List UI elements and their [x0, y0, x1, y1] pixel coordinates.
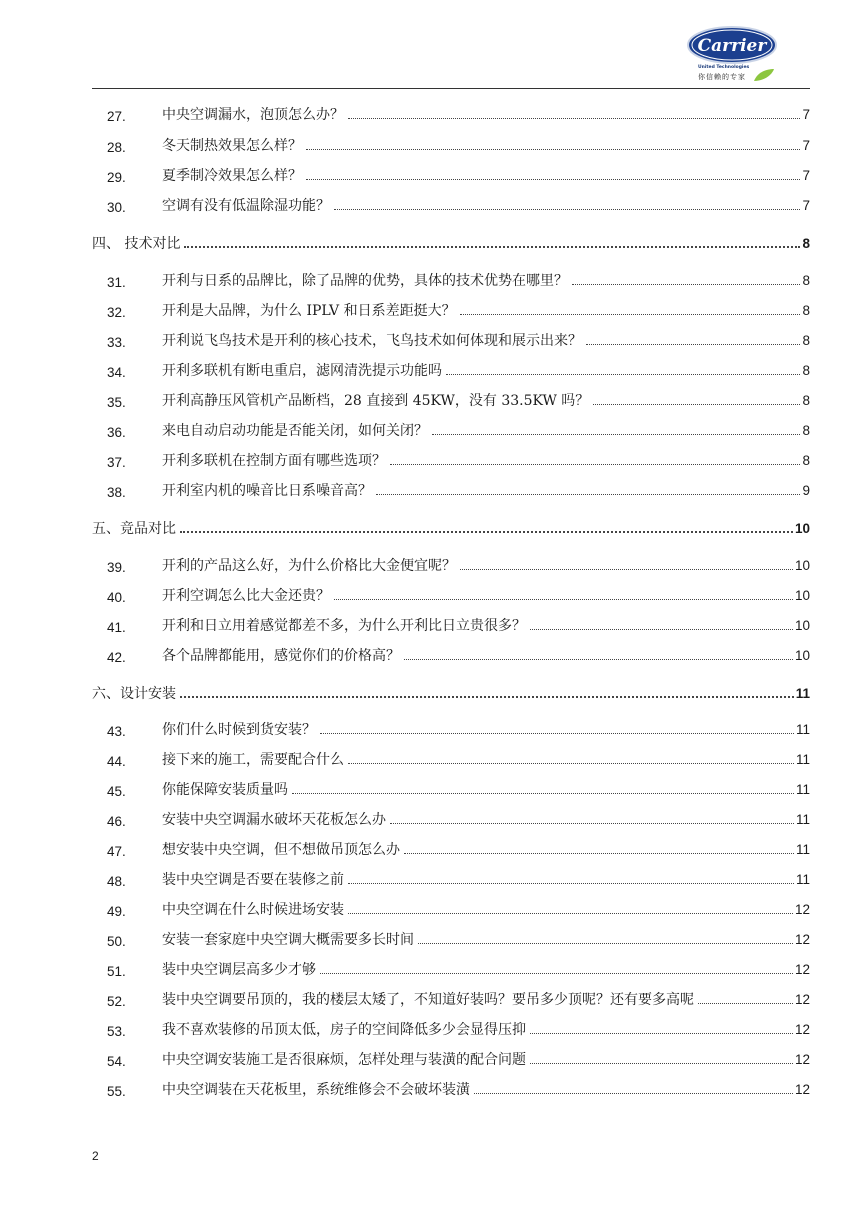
page-header [92, 18, 810, 89]
toc-entry-title: 开利空调怎么比大金还贵？ [162, 588, 330, 604]
toc-entry[interactable] [92, 584, 810, 608]
toc-entry[interactable] [92, 1078, 810, 1102]
dot-leader [418, 943, 793, 944]
dot-leader [530, 1033, 793, 1034]
toc-entry-number: 46. [107, 814, 126, 829]
toc-entry-title: 冬天制热效果怎么样？ [162, 138, 302, 154]
toc-entry[interactable] [92, 868, 810, 892]
toc-entry[interactable] [92, 164, 810, 188]
toc-page-number: 12 [794, 902, 810, 917]
toc-entry-title: 装中央空调是否要在装修之前 [162, 872, 344, 888]
toc-entry[interactable] [92, 988, 810, 1012]
toc-entry-title: 各个品牌都能用，感觉你们的价格高？ [162, 648, 400, 664]
toc-entry-title: 空调有没有低温除湿功能？ [162, 198, 330, 214]
dot-leader [474, 1093, 793, 1094]
toc-entry-number: 43. [107, 724, 126, 739]
toc-entry[interactable] [92, 614, 810, 638]
toc-entry[interactable] [92, 808, 810, 832]
toc-entry[interactable] [92, 838, 810, 862]
dot-leader [306, 149, 800, 150]
dot-leader [460, 314, 801, 315]
dot-leader [460, 569, 793, 570]
toc-page-number: 10 [794, 558, 810, 573]
dot-leader [404, 853, 794, 854]
dot-leader [390, 823, 794, 824]
toc-entry-title: 中央空调漏水，泡顶怎么办？ [162, 107, 344, 123]
dot-leader [348, 883, 794, 884]
toc-entry-title: 开利是大品牌，为什么 IPLV 和日系差距挺大？ [162, 303, 456, 319]
toc-entry-title: 开利高静压风管机产品断档，28 直接到 45KW，没有 33.5KW 吗？ [162, 393, 590, 409]
page-number: 2 [92, 1149, 99, 1163]
toc-page-number: 10 [794, 648, 810, 663]
toc-entry[interactable] [92, 748, 810, 772]
toc-entry-number: 42. [107, 650, 126, 665]
toc-entry-number: 45. [107, 784, 126, 799]
toc-entry-number: 53. [107, 1024, 126, 1039]
toc-page-number: 11 [795, 722, 810, 737]
toc-page-number: 8 [802, 303, 810, 318]
dot-leader [530, 1063, 793, 1064]
leaf-icon [752, 67, 776, 83]
toc-entry[interactable] [92, 718, 810, 742]
dot-leader [404, 659, 793, 660]
toc-entry[interactable] [92, 1018, 810, 1042]
toc-entry-number: 29. [107, 170, 126, 185]
toc-page-number: 12 [794, 962, 810, 977]
toc-page-number: 11 [795, 842, 810, 857]
dot-leader [348, 763, 794, 764]
toc-page-number: 10 [794, 588, 810, 603]
toc-page-number: 9 [802, 483, 810, 498]
toc-entry[interactable] [92, 644, 810, 668]
toc-page-number: 11 [795, 812, 810, 827]
dot-leader [180, 696, 794, 698]
toc-page-number: 8 [802, 393, 810, 408]
toc-entry-number: 34. [107, 365, 126, 380]
toc-entry-number: 52. [107, 994, 126, 1009]
toc-page-number: 8 [802, 453, 810, 468]
dot-leader [348, 913, 793, 914]
toc-entry-title: 开利室内机的噪音比日系噪音高？ [162, 483, 372, 499]
dot-leader [446, 374, 800, 375]
toc-entry[interactable] [92, 1048, 810, 1072]
toc-page-number: 8 [802, 236, 810, 251]
toc-entry-title: 开利多联机在控制方面有哪些选项？ [162, 453, 386, 469]
toc-entry[interactable] [92, 554, 810, 578]
toc-page-number: 8 [802, 273, 810, 288]
dot-leader [390, 464, 800, 465]
toc-entry[interactable] [92, 419, 810, 443]
toc-entry-number: 32. [107, 305, 126, 320]
dot-leader [320, 733, 794, 734]
toc-entry-number: 48. [107, 874, 126, 889]
toc-entry[interactable] [92, 359, 810, 383]
toc-page-number: 11 [795, 752, 810, 767]
toc-entry-title: 五、竞品对比 [92, 521, 176, 537]
dot-leader [698, 1003, 793, 1004]
toc-entry[interactable] [92, 449, 810, 473]
dot-leader [348, 118, 800, 119]
svg-text:Carrier: Carrier [697, 36, 767, 56]
toc-page-number: 12 [794, 1082, 810, 1097]
toc-entry-number: 51. [107, 964, 126, 979]
toc-entry-title: 你们什么时候到货安装？ [162, 722, 316, 738]
toc-entry-title: 开利和日立用着感觉都差不多，为什么开利比日立贵很多？ [162, 618, 526, 634]
dot-leader [530, 629, 793, 630]
toc-entry-number: 37. [107, 455, 126, 470]
dot-leader [292, 793, 794, 794]
toc-entry-number: 54. [107, 1054, 126, 1069]
toc-entry-title: 开利说飞鸟技术是开利的核心技术，飞鸟技术如何体现和展示出来？ [162, 333, 582, 349]
logo-slogan: 你信赖的专家 [698, 73, 746, 81]
toc-entry-title: 开利与日系的品牌比，除了品牌的优势，具体的技术优势在哪里？ [162, 273, 568, 289]
toc-entry[interactable] [92, 103, 810, 127]
toc-entry[interactable] [92, 329, 810, 353]
toc-entry[interactable] [92, 958, 810, 982]
toc-page-number: 7 [802, 198, 810, 213]
toc-page-number: 8 [802, 363, 810, 378]
toc-section-heading[interactable] [92, 517, 810, 541]
toc-page-number: 8 [802, 423, 810, 438]
dot-leader [334, 599, 793, 600]
dot-leader [572, 284, 800, 285]
toc-entry-title: 安装一套家庭中央空调大概需要多长时间 [162, 932, 414, 948]
toc-entry-title: 我不喜欢装修的吊顶太低，房子的空间降低多少会显得压抑 [162, 1022, 526, 1038]
dot-leader [432, 434, 800, 435]
toc-page-number: 12 [794, 992, 810, 1007]
dot-leader [593, 404, 800, 405]
dot-leader [184, 246, 800, 248]
toc-page-number: 11 [795, 782, 810, 797]
toc-entry-number: 50. [107, 934, 126, 949]
toc-entry-number: 38. [107, 485, 126, 500]
toc-entry-number: 49. [107, 904, 126, 919]
toc-entry-title: 中央空调安装施工是否很麻烦，怎样处理与装潢的配合问题 [162, 1052, 526, 1068]
toc-page-number: 10 [794, 521, 810, 536]
toc-page-number: 11 [795, 686, 810, 701]
toc-entry[interactable] [92, 389, 810, 413]
toc-entry-title: 装中央空调要吊顶的，我的楼层太矮了，不知道好装吗？要吊多少顶呢？还有要多高呢 [162, 992, 694, 1008]
toc-page-number: 11 [795, 872, 810, 887]
toc-entry[interactable] [92, 269, 810, 293]
toc-page-number: 7 [802, 107, 810, 122]
toc-entry-number: 30. [107, 200, 126, 215]
toc-page-number: 8 [802, 333, 810, 348]
toc-section-heading[interactable] [92, 232, 810, 256]
toc-entry-number: 40. [107, 590, 126, 605]
toc-page-number: 7 [802, 138, 810, 153]
toc-entry-number: 35. [107, 395, 126, 410]
toc-entry-number: 28. [107, 140, 126, 155]
toc-section-heading[interactable] [92, 682, 810, 706]
dot-leader [586, 344, 800, 345]
toc-entry-title: 开利的产品这么好，为什么价格比大金便宜呢？ [162, 558, 456, 574]
toc-entry-number: 41. [107, 620, 126, 635]
toc-entry[interactable] [92, 778, 810, 802]
toc-entry-number: 36. [107, 425, 126, 440]
toc-entry-title: 来电自动启动功能是否能关闭，如何关闭？ [162, 423, 428, 439]
toc-entry[interactable] [92, 299, 810, 323]
toc-entry[interactable] [92, 479, 810, 503]
logo-tagline: United Technologies [698, 65, 750, 70]
toc-entry-title: 装中央空调层高多少才够 [162, 962, 316, 978]
toc-entry-number: 31. [107, 275, 126, 290]
toc-page-number: 12 [794, 932, 810, 947]
toc-entry[interactable] [92, 928, 810, 952]
toc-page-number: 7 [802, 168, 810, 183]
toc-entry-title: 想安装中央空调，但不想做吊顶怎么办 [162, 842, 400, 858]
dot-leader [320, 973, 793, 974]
carrier-logo [686, 25, 778, 89]
toc-entry-title: 你能保障安装质量吗 [162, 782, 288, 798]
toc-page-number: 10 [794, 618, 810, 633]
toc-entry-number: 27. [107, 109, 126, 124]
toc-entry[interactable] [92, 898, 810, 922]
toc-entry[interactable] [92, 134, 810, 158]
toc-page-number: 12 [794, 1022, 810, 1037]
dot-leader [376, 494, 800, 495]
toc-entry[interactable] [92, 194, 810, 218]
toc-entry-number: 47. [107, 844, 126, 859]
toc-entry-number: 55. [107, 1084, 126, 1099]
toc-entry-title: 中央空调装在天花板里，系统维修会不会破坏装潢 [162, 1082, 470, 1098]
dot-leader [306, 179, 800, 180]
toc-entry-title: 夏季制冷效果怎么样？ [162, 168, 302, 184]
header-rule [92, 88, 810, 89]
toc-entry-title: 开利多联机有断电重启，滤网清洗提示功能吗 [162, 363, 442, 379]
toc-entry-title: 安装中央空调漏水破坏天花板怎么办 [162, 812, 386, 828]
toc-entry-title: 中央空调在什么时候进场安装 [162, 902, 344, 918]
toc-entry-title: 四、 技术对比 [92, 236, 181, 252]
toc-entry-title: 接下来的施工，需要配合什么 [162, 752, 344, 768]
toc-page-number: 12 [794, 1052, 810, 1067]
toc-entry-number: 44. [107, 754, 126, 769]
toc-entry-number: 33. [107, 335, 126, 350]
toc-entry-title: 六、设计安装 [92, 686, 176, 702]
toc-entry-number: 39. [107, 560, 126, 575]
dot-leader [180, 531, 793, 533]
dot-leader [334, 209, 800, 210]
